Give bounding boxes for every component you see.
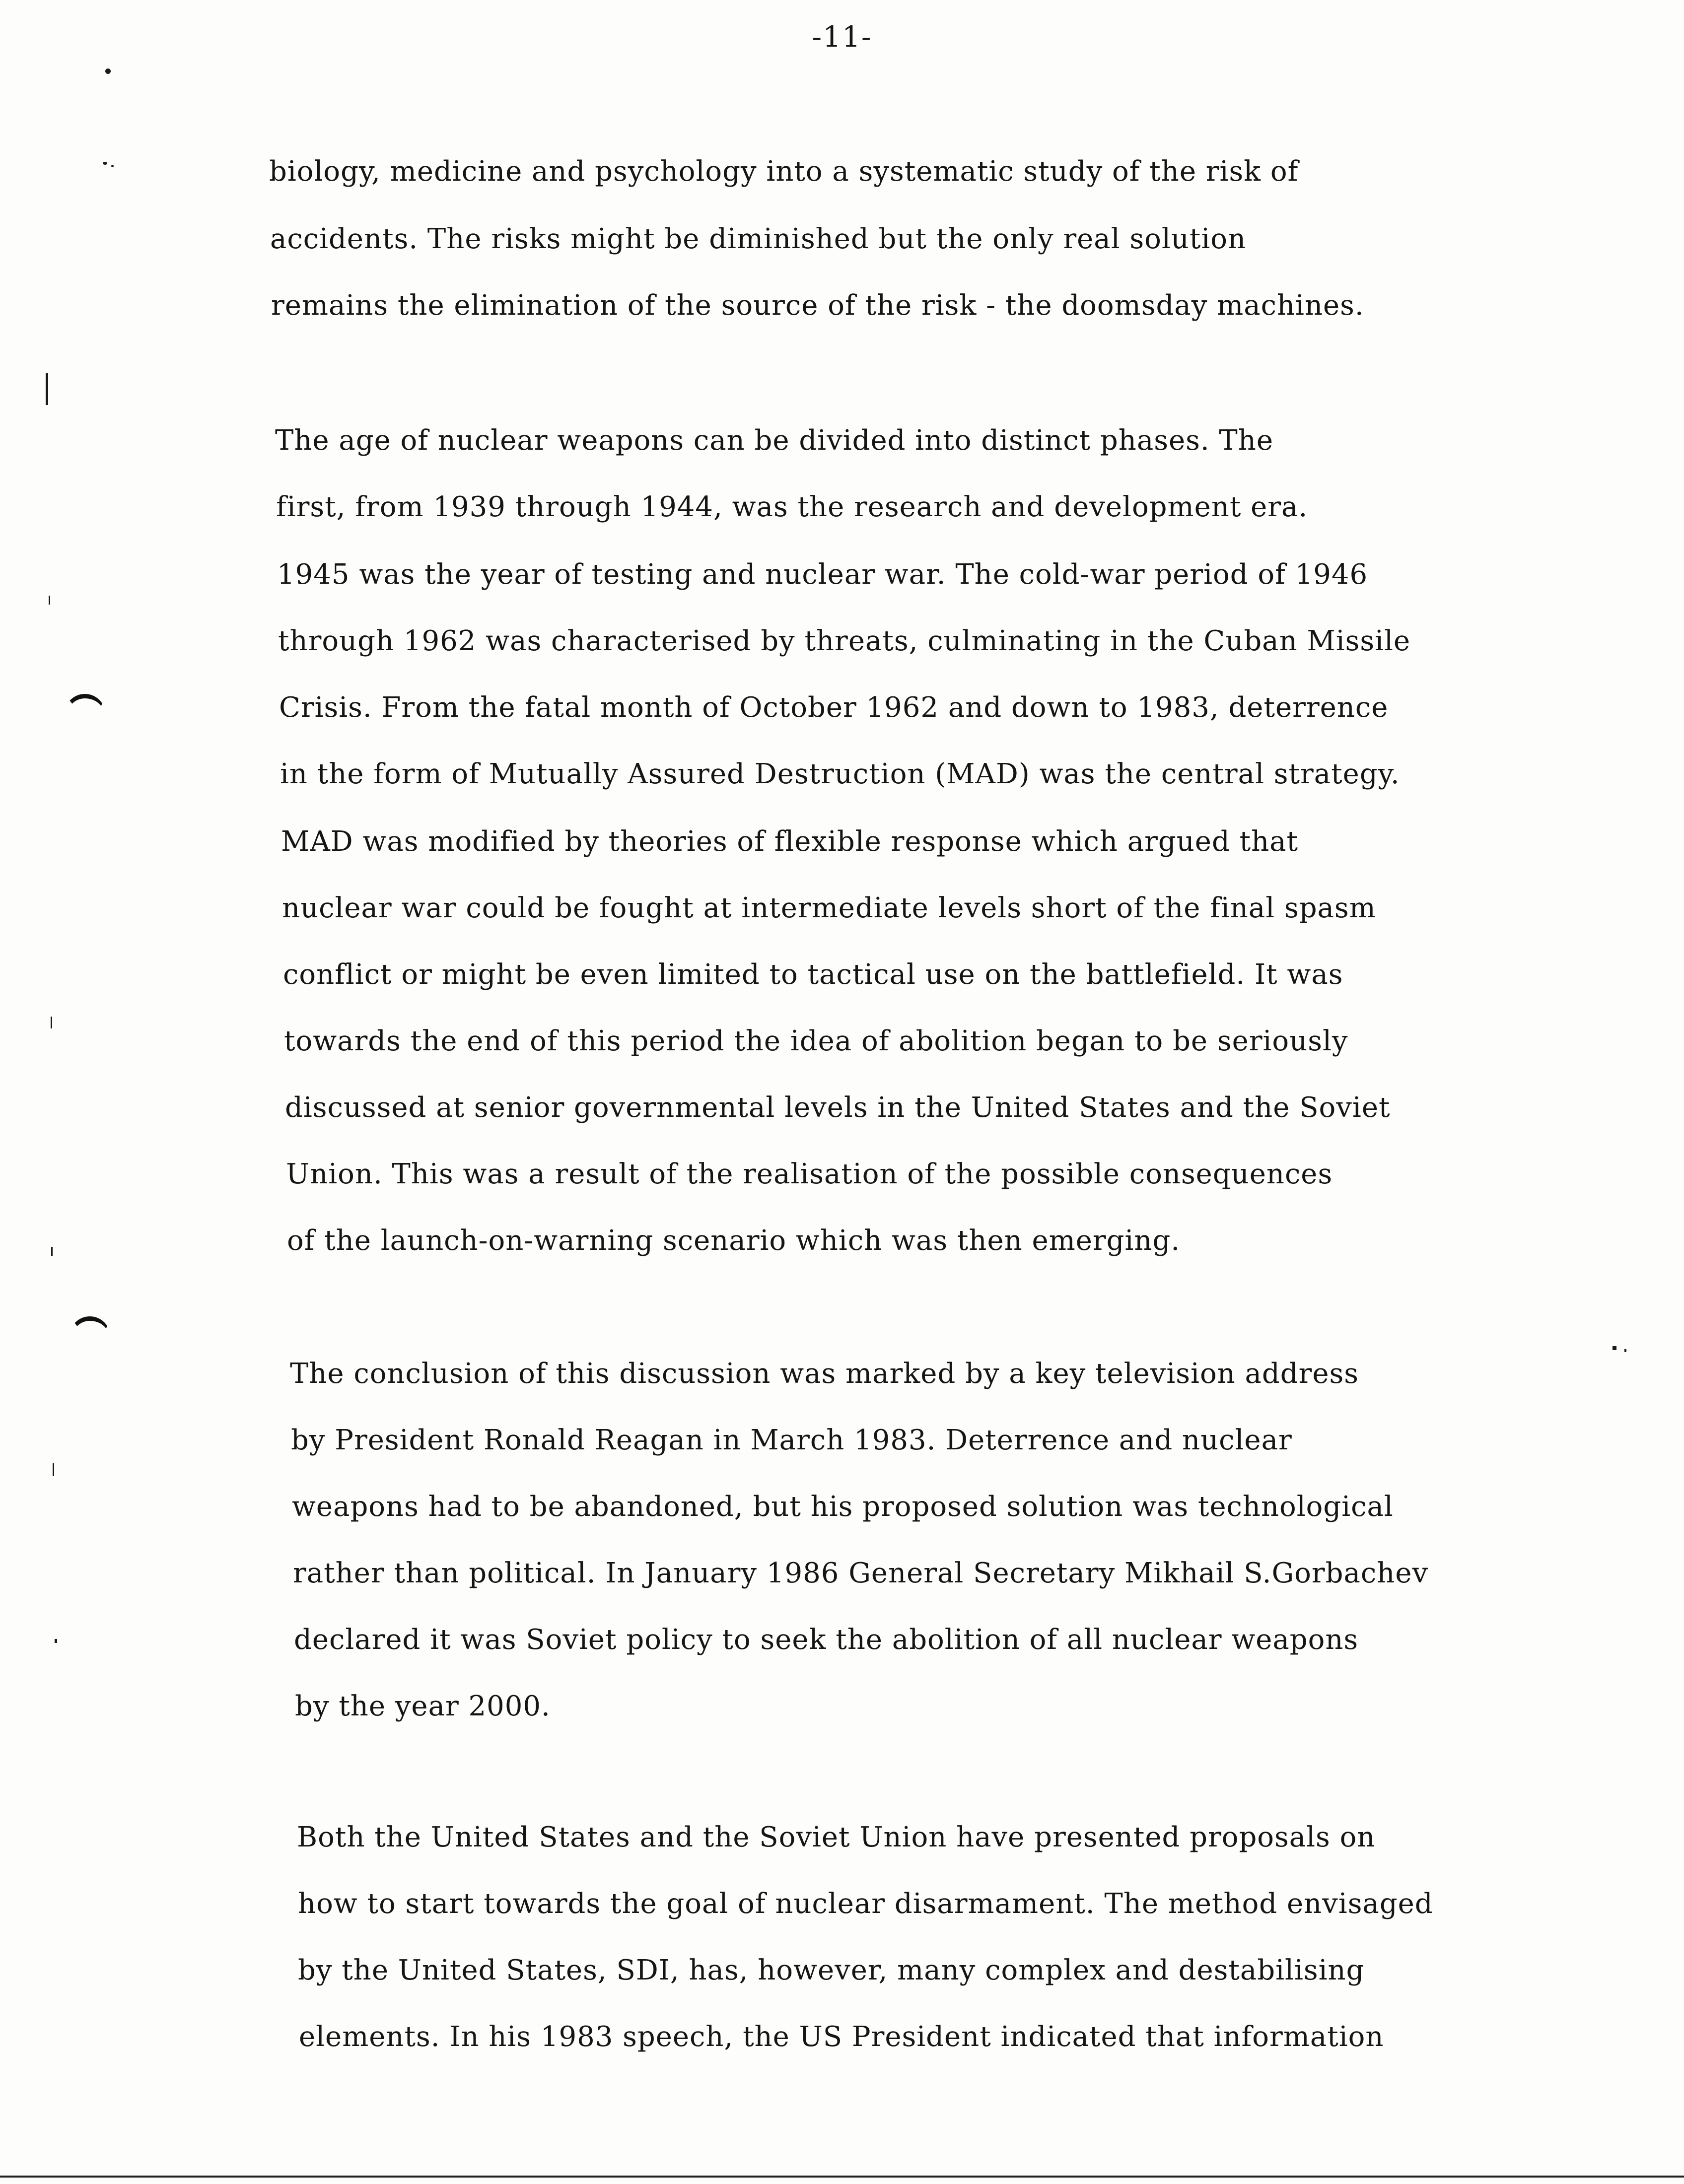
scan-speck	[1624, 1349, 1626, 1352]
paragraph-4-line: by the United States, SDI, has, however, many complex and destabilising	[298, 1954, 1365, 1986]
margin-arc	[65, 694, 105, 734]
paragraph-3-line: rather than political. In January 1986 General Secretary Mikhail S.Gorbachev	[293, 1557, 1429, 1589]
paragraph-2-line: through 1962 was characterised by threats, culminating in the Cuban Missile	[278, 625, 1411, 657]
paragraph-2-line: of the launch-on-warning scenario which was then emerging.	[287, 1225, 1181, 1257]
scan-speck	[49, 596, 50, 605]
scan-speck	[103, 162, 107, 165]
paragraph-3-line: by President Ronald Reagan in March 1983. Deterrence and nuclear	[291, 1424, 1292, 1456]
paragraph-2-line: 1945 was the year of testing and nuclear war. The cold-war period of 1946	[277, 558, 1368, 591]
paragraph-2-line: conflict or might be even limited to tactical use on the battlefield. It was	[283, 958, 1343, 991]
paragraph-3-line: declared it was Soviet policy to seek the abolition of all nuclear weapons	[294, 1624, 1359, 1656]
scan-speck	[111, 165, 114, 167]
scan-speck	[51, 1017, 52, 1028]
paragraph-3-line: The conclusion of this discussion was marked by a key television address	[290, 1358, 1359, 1390]
paragraph-3-line: weapons had to be abandoned, but his proposed solution was technological	[292, 1491, 1394, 1523]
paragraph-2-line: nuclear war could be fought at intermediate levels short of the final spasm	[282, 892, 1376, 924]
scan-speck	[51, 1247, 53, 1256]
paragraph-2-line: in the form of Mutually Assured Destruction (MAD) was the central strategy.	[280, 758, 1400, 790]
paragraph-2-line: The age of nuclear weapons can be divided into distinct phases. The	[275, 424, 1273, 457]
paragraph-4-line: how to start towards the goal of nuclear disarmament. The method envisaged	[298, 1888, 1433, 1920]
paragraph-2-line: MAD was modified by theories of flexible response which argued that	[281, 825, 1299, 858]
page-bottom-rule	[0, 2176, 1684, 2178]
paragraph-4-line: Both the United States and the Soviet Union have presented proposals on	[297, 1821, 1376, 1853]
paragraph-2-line: towards the end of this period the idea of abolition began to be seriously	[284, 1025, 1348, 1057]
scan-speck	[55, 1639, 57, 1643]
paragraph-4-line: elements. In his 1983 speech, the US President indicated that information	[299, 2021, 1384, 2053]
margin-arc	[70, 1316, 110, 1357]
page-number: -11-	[812, 20, 872, 54]
scan-speck	[105, 68, 111, 74]
paragraph-1-line: accidents. The risks might be diminished but the only real solution	[270, 223, 1247, 255]
paragraph-2-line: first, from 1939 through 1944, was the research and development era.	[276, 491, 1308, 523]
paragraph-1-line: biology, medicine and psychology into a systematic study of the risk of	[269, 155, 1299, 188]
paragraph-2-line: discussed at senior governmental levels in the United States and the Soviet	[285, 1092, 1391, 1124]
paragraph-1-line: remains the elimination of the source of the risk - the doomsday machines.	[271, 289, 1364, 322]
margin-bar	[46, 373, 48, 405]
paragraph-2-line: Crisis. From the fatal month of October 1962 and down to 1983, deterrence	[279, 691, 1389, 724]
scan-speck	[1613, 1346, 1616, 1350]
scan-speck	[53, 1463, 54, 1476]
paragraph-2-line: Union. This was a result of the realisation of the possible consequences	[286, 1158, 1333, 1190]
paragraph-3-line: by the year 2000.	[295, 1690, 551, 1722]
